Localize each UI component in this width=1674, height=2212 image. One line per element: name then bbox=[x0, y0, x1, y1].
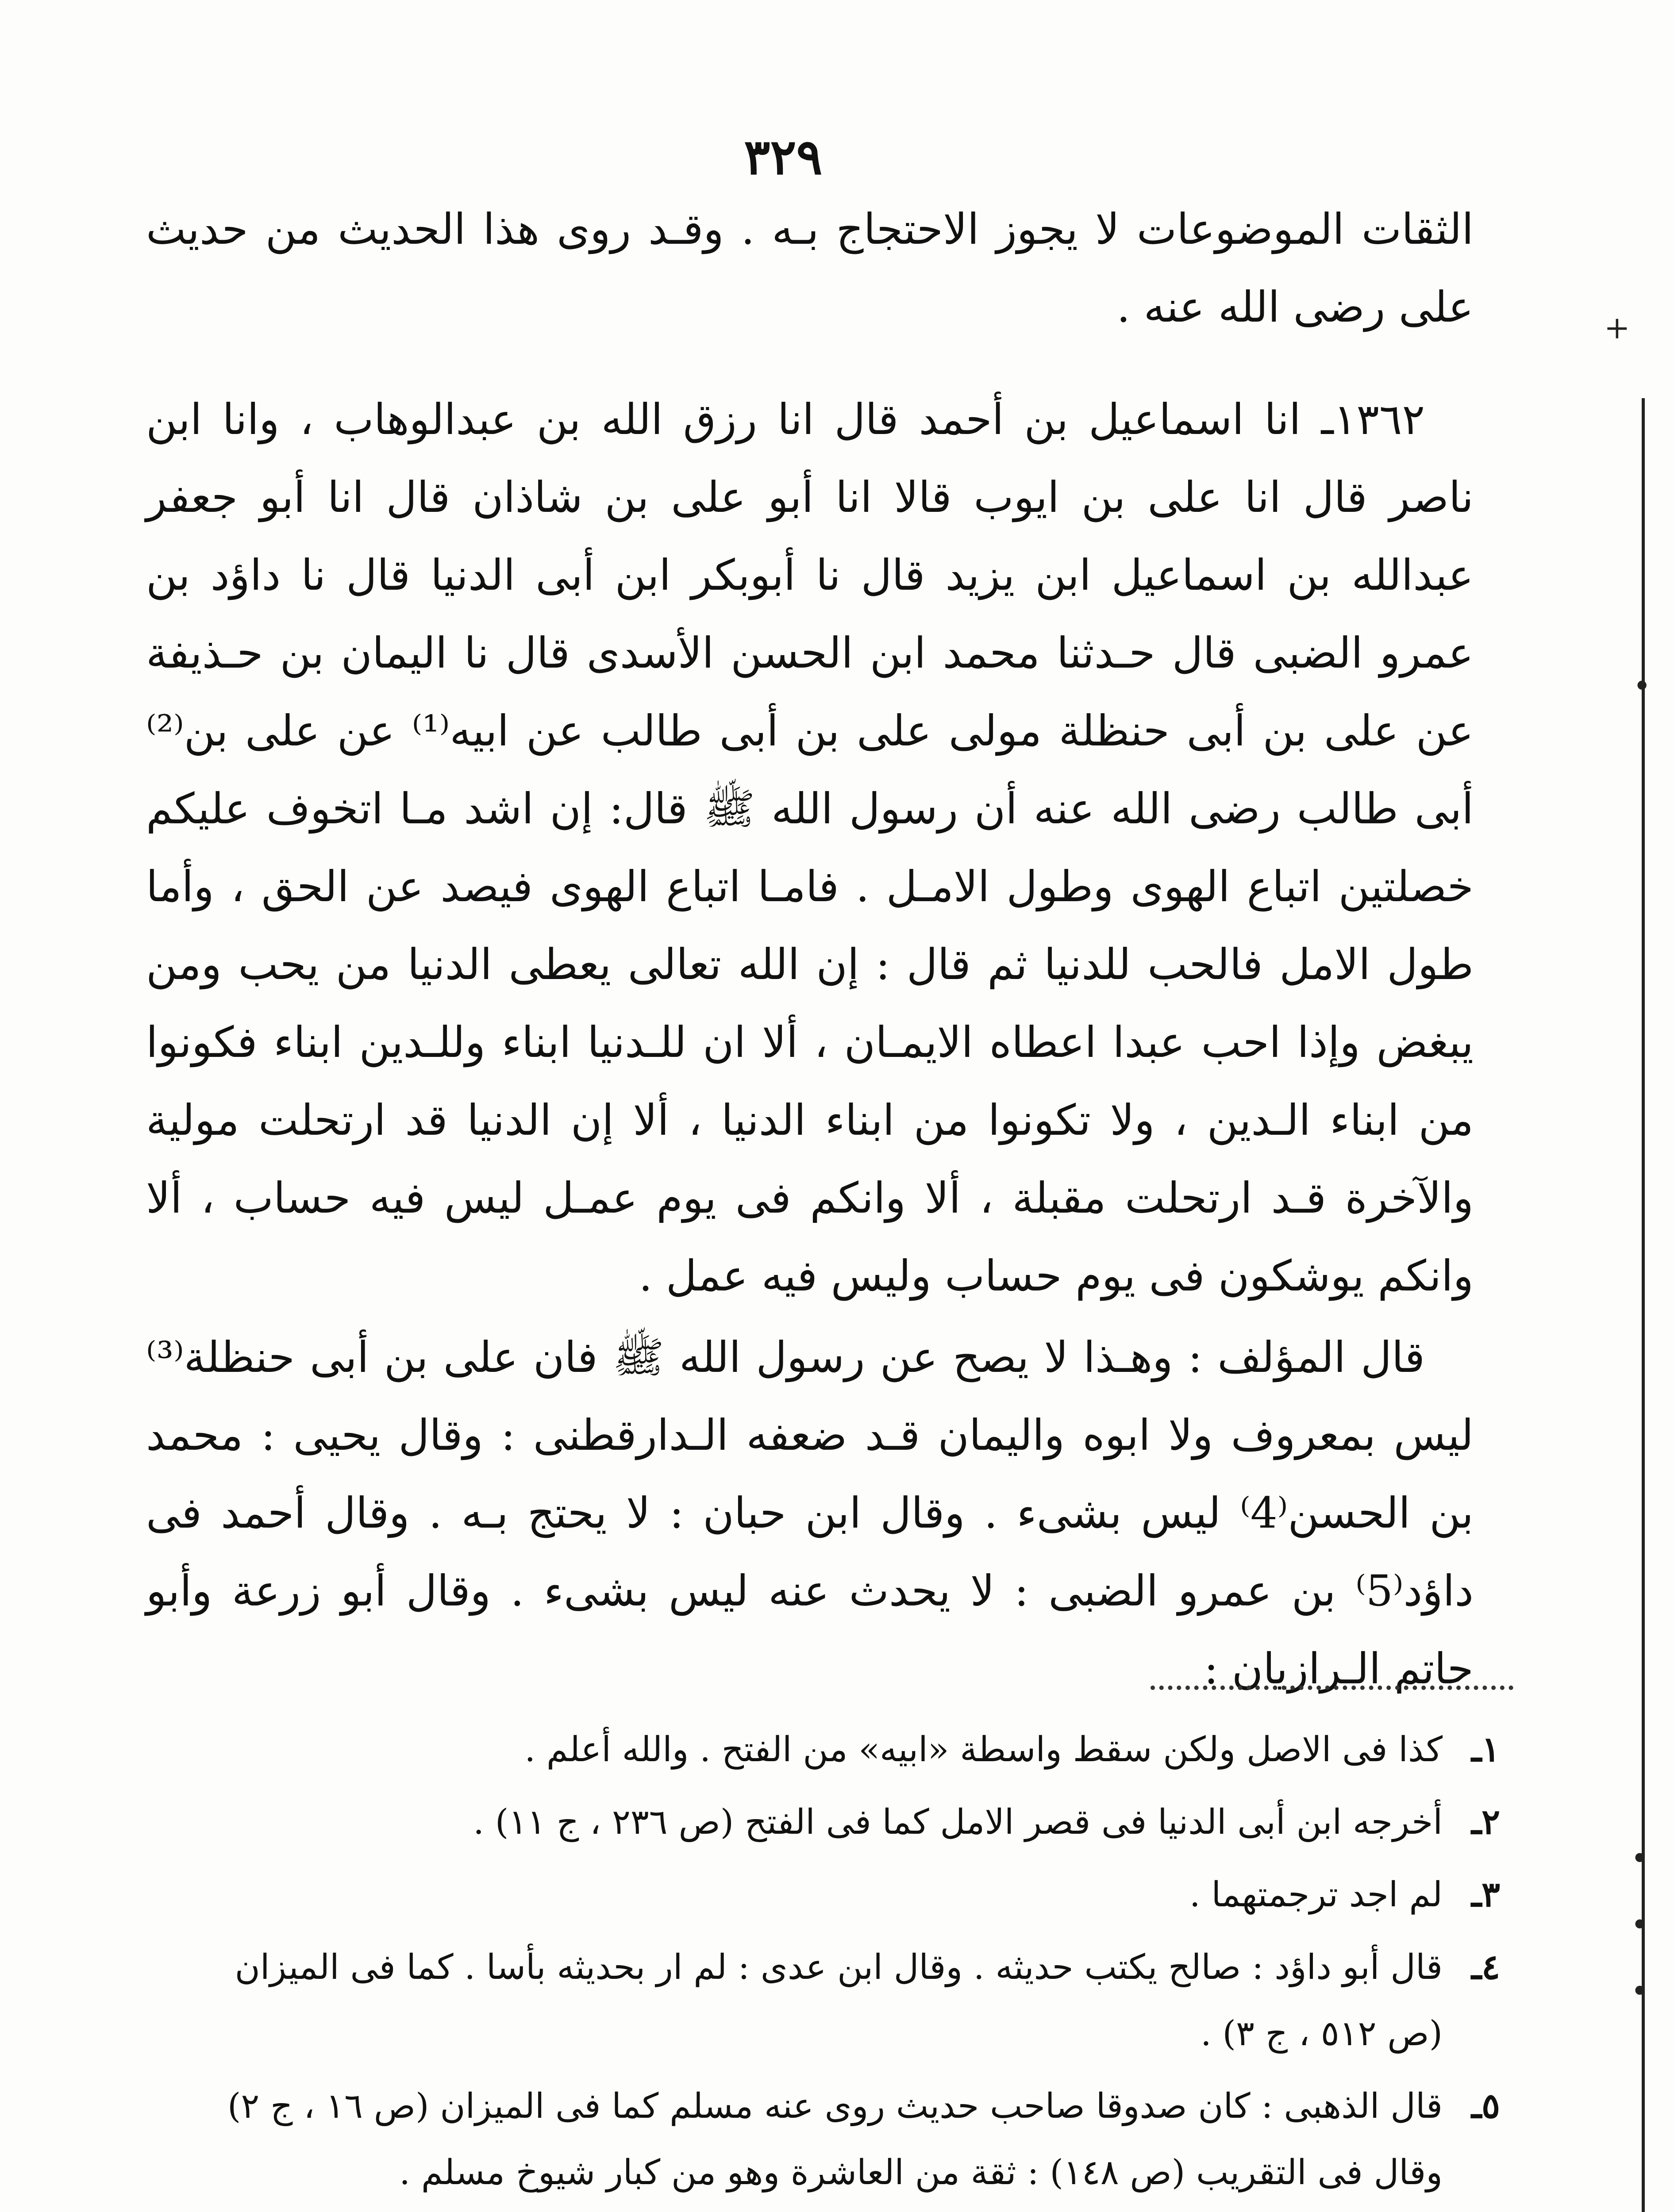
footnote bbox=[195, 1934, 1500, 2067]
footnote-divider bbox=[1151, 1686, 1513, 1690]
footnote-text: كذا فى الاصل ولكن سقط واسطة «ابيه» من الفتح . والله أعلم . bbox=[524, 1730, 1443, 1770]
hadith-paragraph bbox=[146, 380, 1474, 1315]
scan-mark-dot-icon: • bbox=[1631, 1973, 1649, 2009]
paragraph-text: قال المؤلف : وهـذا لا يصح عن رسول الله ﷺ فان على بن أبى حنظلة⁽³⁾ ليس بمعروف ولا ابوه واليمان قـد ضعفه الـدارقطنى : وقال يحيى : محمد بن الحسن⁽4⁾ ليس بشىء . وقال ابن حبان : لا يحتج بـه . وقال أحمد فى داؤد⁽5⁾ بن عمرو الضبى : لا يحدث عنه ليس بشىء . وقال أبو زرعة وأبو حاتم الـرازيان : bbox=[146, 1333, 1474, 1694]
footnote-text: قال الذهبى : كان صدوقا صاحب حديث روى عنه مسلم كما فى الميزان (ص ١٦ ، ج ٢) وقال فى التقريب (ص ١٤٨) : ثقة من العاشرة وهو من كبار شيوخ مسلم . bbox=[227, 2086, 1443, 2193]
footnote bbox=[195, 2073, 1500, 2206]
footnote-number: ٥ـ bbox=[1471, 2086, 1500, 2126]
page-number: ٣٢٩ bbox=[744, 128, 823, 185]
scan-mark-dot-icon: • bbox=[1631, 1907, 1649, 1943]
footnote-number: ٣ـ bbox=[1471, 1874, 1500, 1915]
footnote-text: قال أبو داؤد : صالح يكتب حديثه . وقال ابن عدى : لم ار بحديثه بأسا . كما فى الميزان (ص ٥١٢ ، ج ٣) . bbox=[235, 1947, 1443, 2054]
footnote-text: لم اجد ترجمتهما . bbox=[1189, 1875, 1443, 1915]
author-commentary-paragraph bbox=[146, 1318, 1474, 1708]
footnote-number: ١ـ bbox=[1471, 1729, 1500, 1770]
scan-mark-plus-icon: + bbox=[1604, 310, 1630, 346]
footnote bbox=[195, 1862, 1500, 1928]
paragraph-text: ١٣٦٢ـ انا اسماعيل بن أحمد قال انا رزق الله بن عبدالوهاب ، وانا ابن ناصر قال انا على بن ايوب قالا انا أبو على بن شاذان قال انا أبو جعفر عبدالله بن اسماعيل ابن يزيد قال نا أبوبكر ابن أبى الدنيا قال نا داؤد بن عمرو الضبى قال حـدثنا محمد ابن الحسن الأسدى قال نا اليمان بن حـذيفة عن على بن أبى حنظلة مولى على بن أبى طالب عن ابيه⁽¹⁾ عن على بن⁽²⁾ أبى طالب رضى الله عنه أن رسول الله ﷺ قال: إن اشد مـا اتخوف عليكم خصلتين اتباع الهوى وطول الامـل . فامـا اتباع الهوى فيصد عن الحق ، وأما طول الامل فالحب للدنيا ثم قال : إن الله تعالى يعطى الدنيا من يحب ومن يبغض وإذا احب عبدا اعطاه الايمـان ، ألا ان للـدنيا ابناء وللـدين ابناء فكونوا من ابناء الـدين ، ولا تكونوا من ابناء الدنيا ، ألا إن الدنيا قد ارتحلت مولية والآخرة قـد ارتحلت مقبلة ، ألا وانكم فى يوم عمـل ليس فيه حساب ، ألا وانكم يوشكون فى يوم حساب وليس فيه عمل . bbox=[146, 395, 1474, 1301]
footnote-number: ٢ـ bbox=[1471, 1802, 1500, 1842]
paragraph-continuation bbox=[146, 190, 1474, 346]
footnote bbox=[195, 1789, 1500, 1855]
footnote-number: ٤ـ bbox=[1471, 1947, 1500, 1987]
scan-mark-dot-icon: • bbox=[1631, 1840, 1649, 1877]
footnote-text: أخرجه ابن أبى الدنيا فى قصر الامل كما فى الفتح (ص ٢٣٦ ، ج ١١) . bbox=[473, 1802, 1443, 1842]
footnote bbox=[195, 1717, 1500, 1783]
paragraph-text: الثقات الموضوعات لا يجوز الاحتجاج بـه . وقـد روى هذا الحديث من حديث على رضى الله عنه . bbox=[146, 204, 1474, 332]
scan-mark-dot-icon: • bbox=[1633, 668, 1651, 704]
footnotes-section bbox=[195, 1717, 1500, 2212]
